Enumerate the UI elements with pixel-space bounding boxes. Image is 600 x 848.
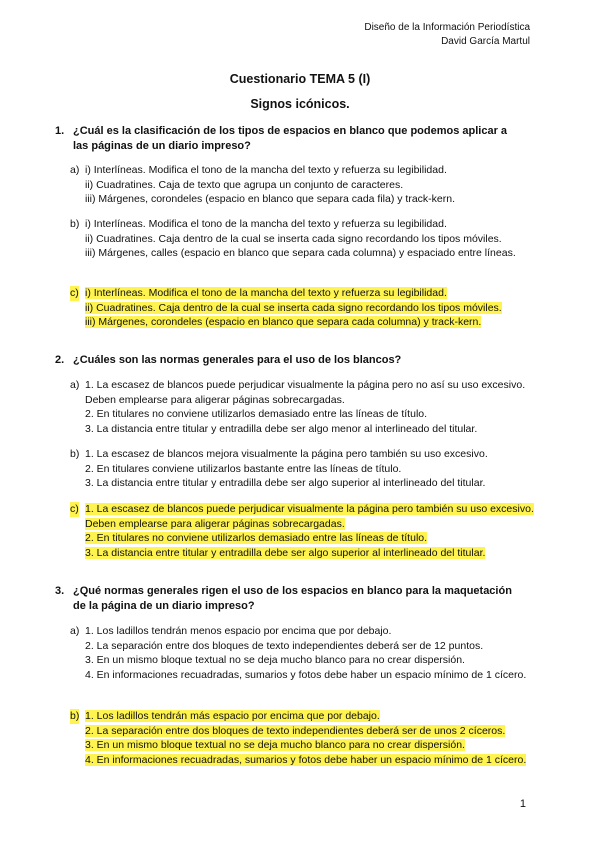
- option-letter: b): [70, 218, 80, 230]
- option-line: 4. En informaciones recuadradas, sumarios y fotos debe haber un espacio mínimo de 1 cícero.: [85, 753, 527, 766]
- option-line: 3. En un mismo bloque textual no se deja mucho blanco para no crear dispersión.: [85, 654, 465, 666]
- option-line: 3. La distancia entre titular y entradilla debe ser algo superior al interlineado del titular.: [85, 477, 486, 489]
- option-line: i) Interlíneas. Modifica el tono de la mancha del texto y refuerza su legibilidad.: [85, 287, 447, 299]
- option-line: ii) Cuadratines. Caja de texto que agrupa un conjunto de caracteres.: [85, 178, 404, 191]
- question-text: ¿Qué normas generales rigen el uso de los espacios en blanco para la maquetación de la página de un diario impreso?: [73, 585, 512, 612]
- option-line: 1. La escasez de blancos mejora visualmente la página pero también su uso excesivo.: [85, 448, 488, 460]
- option-line: 2. En titulares no conviene utilizarlos demasiado entre las líneas de título.: [85, 408, 428, 420]
- option-letter: a): [70, 164, 80, 176]
- document-subtitle: Signos icónicos.: [250, 97, 350, 111]
- option-2c-correct: [70, 502, 540, 560]
- option-letter: c): [70, 503, 79, 515]
- option-letter: c): [70, 287, 79, 299]
- option-2b: [70, 447, 540, 491]
- header-course: Diseño de la Información Periodística: [364, 22, 530, 33]
- option-line: 2. En titulares conviene utilizarlos bastante entre las líneas de título.: [85, 462, 402, 475]
- option-letter: a): [70, 625, 80, 637]
- option-line: iii) Márgenes, calles (espacio en blanco que separa cada columna) y espaciado entre líneas.: [85, 247, 516, 259]
- option-line: 1. Los ladillos tendrán más espacio por encima que por debajo.: [85, 710, 380, 722]
- question-text: ¿Cuáles son las normas generales para el uso de los blancos?: [73, 354, 402, 366]
- header-author: David García Martul: [441, 36, 530, 47]
- question-3: [55, 584, 525, 614]
- option-letter: b): [70, 448, 80, 460]
- option-line: ii) Cuadratines. Caja dentro de la cual se inserta cada signo recordando los tipos móviles.: [85, 301, 502, 314]
- question-text: ¿Cuál es la clasificación de los tipos de espacios en blanco que podemos aplicar a las páginas de un diario impreso?: [73, 125, 508, 152]
- option-line: 1. Los ladillos tendrán menos espacio por encima que por debajo.: [85, 625, 392, 637]
- option-3a: [70, 624, 540, 682]
- option-line: ii) Cuadratines. Caja dentro de la cual se inserta cada signo recordando los tipos móviles.: [85, 232, 502, 245]
- option-line: iii) Márgenes, corondeles (espacio en blanco que separa cada fila) y track-kern.: [85, 193, 456, 205]
- question-2: [55, 353, 525, 368]
- option-letter: a): [70, 379, 80, 391]
- question-1: [55, 124, 525, 154]
- option-3b-correct: [70, 709, 540, 767]
- option-line: 4. En informaciones recuadradas, sumarios y fotos debe haber un espacio mínimo de 1 cícero.: [85, 668, 527, 681]
- option-line: 1. La escasez de blancos puede perjudicar visualmente la página pero no así su uso excesivo. Deben emplearse para aligerar páginas sobrecargadas.: [85, 379, 526, 406]
- option-line: 1. La escasez de blancos puede perjudicar visualmente la página pero también su uso excesivo. Deben emplearse para aligerar páginas sobrecargadas.: [85, 503, 534, 530]
- option-1c-correct: [70, 286, 540, 330]
- option-line: 3. La distancia entre titular y entradilla debe ser algo superior al interlineado del titular.: [85, 546, 486, 559]
- question-number: 2.: [55, 354, 65, 366]
- option-line: 2. La separación entre dos bloques de texto independientes deberá ser de 12 puntos.: [85, 639, 484, 652]
- option-line: 2. La separación entre dos bloques de texto independientes deberá ser de unos 2 cíceros.: [85, 724, 506, 737]
- option-line: i) Interlíneas. Modifica el tono de la mancha del texto y refuerza su legibilidad.: [85, 164, 447, 176]
- option-line: 2. En titulares no conviene utilizarlos demasiado entre las líneas de título.: [85, 532, 428, 544]
- document-title: Cuestionario TEMA 5 (I): [229, 72, 371, 86]
- page-header: [364, 21, 530, 49]
- page-number: 1: [519, 798, 526, 810]
- option-line: 3. La distancia entre titular y entradilla debe ser algo menor al interlineado del titular.: [85, 422, 478, 435]
- option-line: iii) Márgenes, corondeles (espacio en blanco que separa cada columna) y track-kern.: [85, 316, 482, 328]
- option-letter: b): [70, 710, 80, 722]
- option-2a: [70, 378, 540, 436]
- option-line: i) Interlíneas. Modifica el tono de la mancha del texto y refuerza su legibilidad.: [85, 218, 447, 230]
- option-line: 3. En un mismo bloque textual no se deja mucho blanco para no crear dispersión.: [85, 739, 465, 751]
- question-number: 3.: [55, 585, 65, 597]
- question-number: 1.: [55, 125, 65, 137]
- option-1b: [70, 217, 540, 261]
- option-1a: [70, 163, 540, 207]
